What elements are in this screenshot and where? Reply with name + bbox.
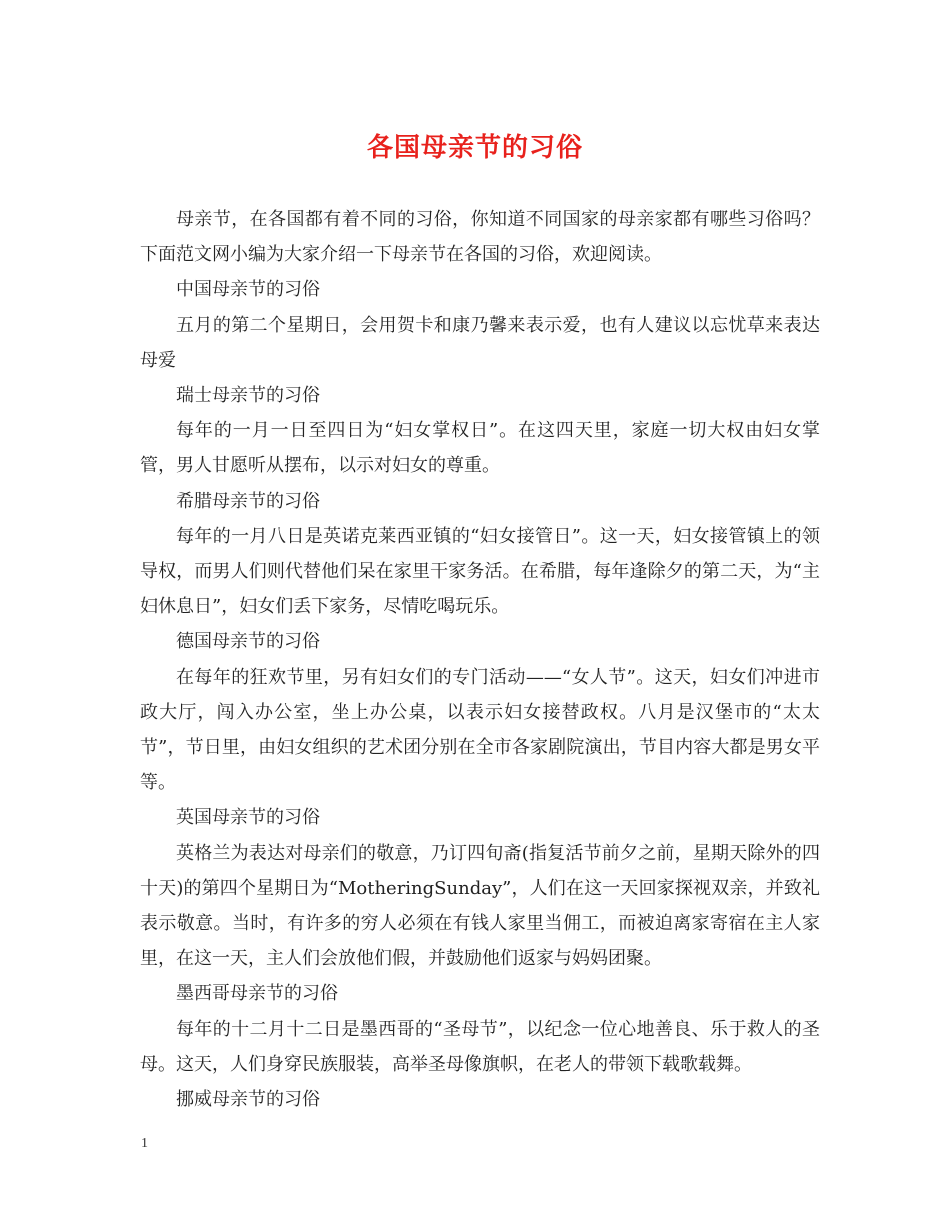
intro-paragraph: 母亲节，在各国都有着不同的习俗，你知道不同国家的母亲家都有哪些习俗吗？下面范文网小编为大家介绍一下母亲节在各国的习俗，欢迎阅读。 [140,209,820,266]
section-heading-norway: 挪威母亲节的习俗 [176,1089,320,1111]
section-heading-china: 中国母亲节的习俗 [176,279,320,301]
section-body-germany: 在每年的狂欢节里，另有妇女们的专门活动——“女人节”。这天，妇女们冲进市政大厅，闯入办公室，坐上办公桌，以表示妇女接替政权。八月是汉堡市的“太太节”，节日里，由妇女组织的艺术团分别在全市各家剧院演出，节目内容大都是男女平等。 [140,666,820,794]
section-heading-mexico: 墨西哥母亲节的习俗 [176,983,338,1005]
section-heading-switzerland: 瑞士母亲节的习俗 [176,385,320,407]
section-heading-germany: 德国母亲节的习俗 [176,631,320,653]
section-heading-uk: 英国母亲节的习俗 [176,807,320,829]
section-body-uk: 英格兰为表达对母亲们的敬意，乃订四旬斋(指复活节前夕之前，星期天除外的四十天)的第四个星期日为“MotheringSunday”，人们在这一天回家探视双亲，并致礼表示敬意。当时，有许多的穷人必须在有钱人家里当佣工，而被迫离家寄宿在主人家里，在这一天，主人们会放他们假，并鼓励他们返家与妈妈团聚。 [140,842,820,970]
section-body-greece: 每年的一月八日是英诺克莱西亚镇的“妇女接管日”。这一天，妇女接管镇上的领导权，而男人们则代替他们呆在家里干家务活。在希腊，每年逢除夕的第二天，为“主妇休息日”，妇女们丢下家务，尽情吃喝玩乐。 [140,525,820,618]
document-body [140,202,820,1117]
section-body-switzerland: 每年的一月一日至四日为“妇女掌权日”。在这四天里，家庭一切大权由妇女掌管，男人甘愿听从摆布，以示对妇女的尊重。 [140,420,820,477]
section-body-mexico: 每年的十二月十二日是墨西哥的“圣母节”，以纪念一位心地善良、乐于救人的圣母。这天，人们身穿民族服装，高举圣母像旗帜，在老人的带领下载歌载舞。 [140,1018,820,1075]
section-heading-greece: 希腊母亲节的习俗 [176,490,320,512]
document-title: 各国母亲节的习俗 [366,133,583,163]
page-number: 1 [141,1136,148,1151]
section-body-china: 五月的第二个星期日，会用贺卡和康乃馨来表示爱，也有人建议以忘忧草来表达母爱 [140,314,820,371]
